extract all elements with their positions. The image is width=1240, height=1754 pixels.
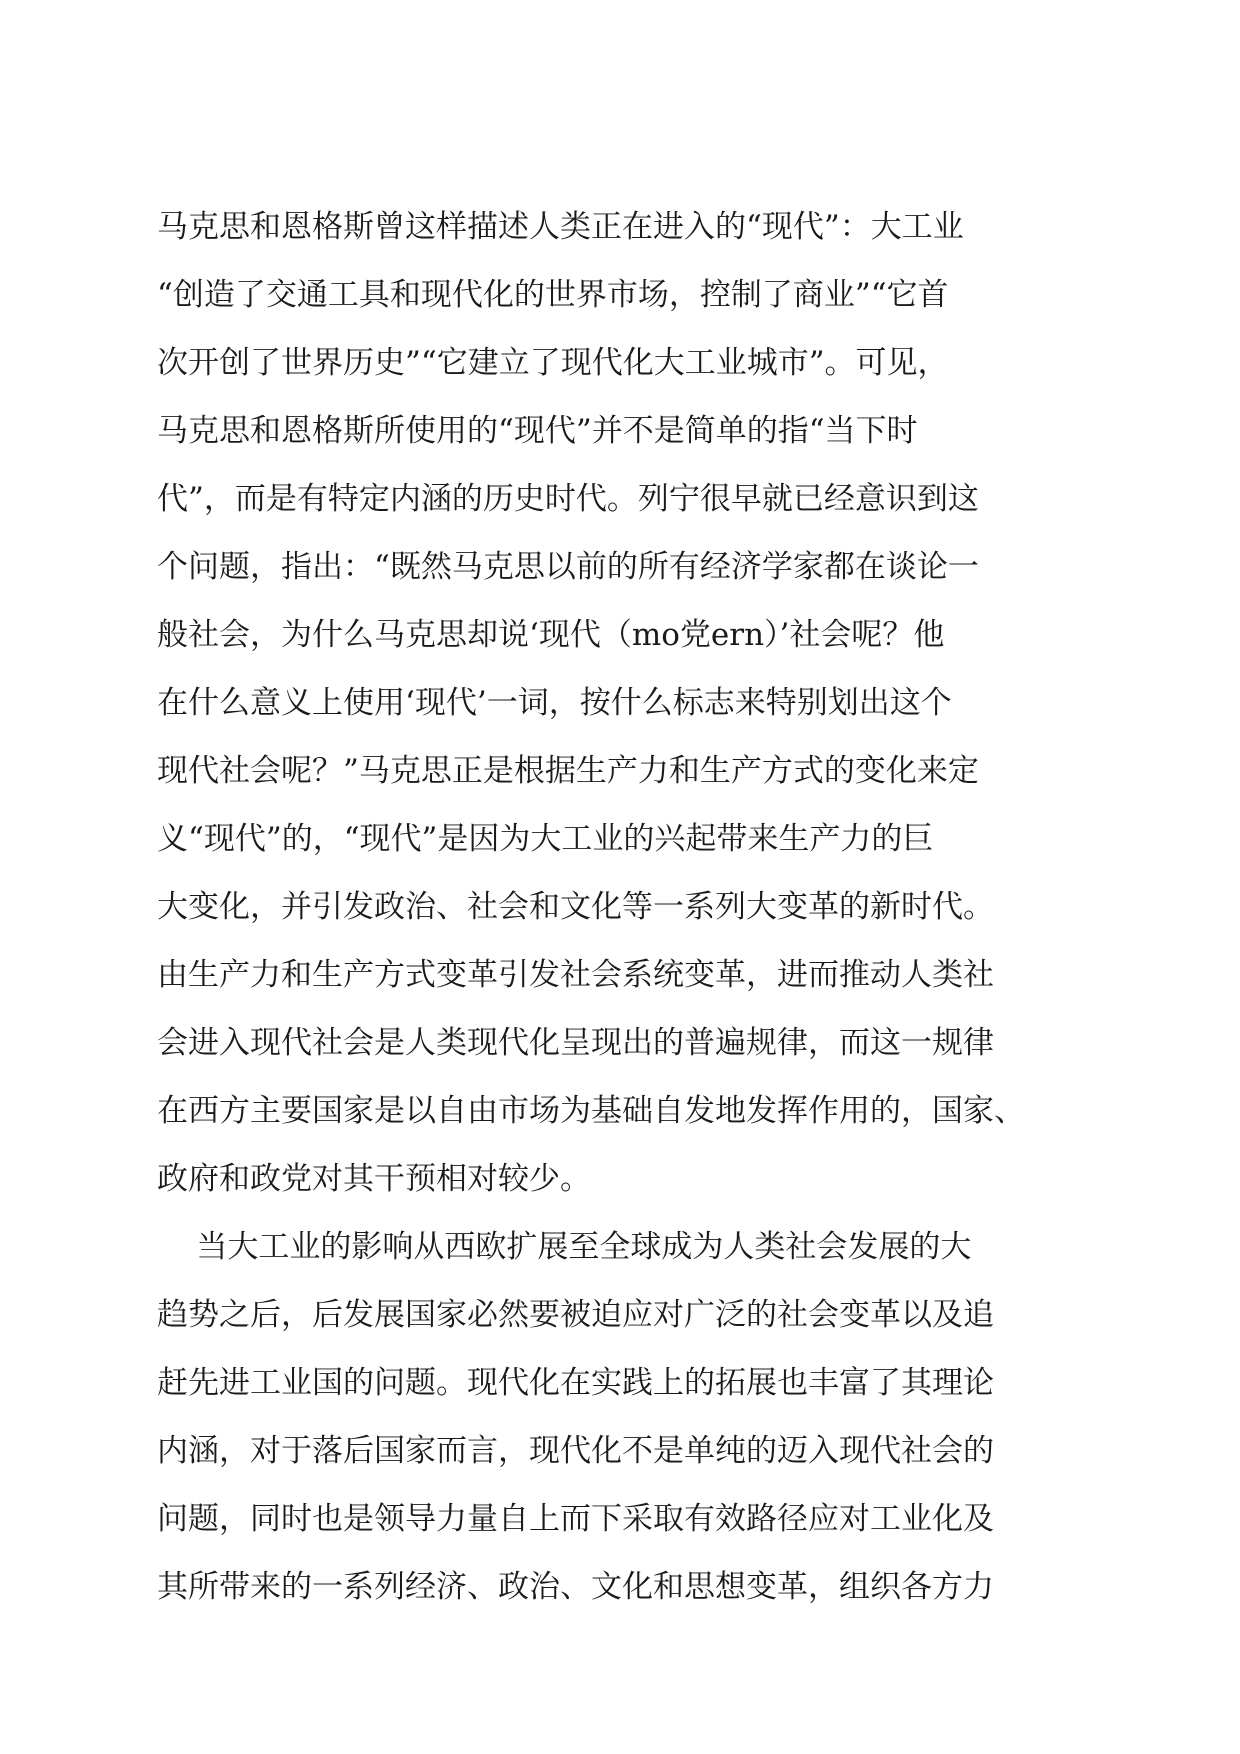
paragraph-1-line: 大变化，并引发政治、社会和文化等一系列大变革的新时代。 [157,889,994,925]
paragraph-1-line: 马克思和恩格斯曾这样描述人类正在进入的“现代”：大工业 [157,209,964,245]
paragraph-1-line: 代”，而是有特定内涵的历史时代。列宁很早就已经意识到这 [157,481,979,517]
paragraph-1-line: 义“现代”的，“现代”是因为大工业的兴起带来生产力的巨 [157,821,934,857]
paragraph-1-line: 次开创了世界历史”“它建立了现代化大工业城市”。可见， [157,345,949,381]
paragraph-1-line: 会进入现代社会是人类现代化呈现出的普遍规律，而这一规律 [157,1025,994,1061]
paragraph-1-line: “创造了交通工具和现代化的世界市场，控制了商业”“它首 [157,277,949,313]
paragraph-1-line: 在什么意义上使用‘现代’一词，按什么标志来特别划出这个 [157,685,952,721]
body-text [157,193,1157,1621]
paragraph-1-line: 由生产力和生产方式变革引发社会系统变革，进而推动人类社 [157,957,994,993]
paragraph-2-line: 趋势之后，后发展国家必然要被迫应对广泛的社会变革以及追 [157,1297,994,1333]
paragraph-2-line: 赶先进工业国的问题。现代化在实践上的拓展也丰富了其理论 [157,1365,994,1401]
paragraph-2-line: 内涵，对于落后国家而言，现代化不是单纯的迈入现代社会的 [157,1433,994,1469]
paragraph-2-line: 当大工业的影响从西欧扩展至全球成为人类社会发展的大 [157,1229,972,1265]
paragraph-1-line: 政府和政党对其干预相对较少。 [157,1161,591,1197]
paragraph-1-line: 在西方主要国家是以自由市场为基础自发地发挥作用的，国家、 [157,1093,1025,1129]
paragraph-2-line: 其所带来的一系列经济、政治、文化和思想变革，组织各方力 [157,1569,994,1605]
paragraph-1-line: 现代社会呢？”马克思正是根据生产力和生产方式的变化来定 [157,753,979,789]
paragraph-1-line: 般社会，为什么马克思却说‘现代（mo党ern）’社会呢？他 [157,617,945,653]
paragraph-1-line: 马克思和恩格斯所使用的“现代”并不是简单的指“当下时 [157,413,918,449]
paragraph-1-line: 个问题，指出：“既然马克思以前的所有经济学家都在谈论一 [157,549,979,585]
paragraph-2-line: 问题，同时也是领导力量自上而下采取有效路径应对工业化及 [157,1501,994,1537]
